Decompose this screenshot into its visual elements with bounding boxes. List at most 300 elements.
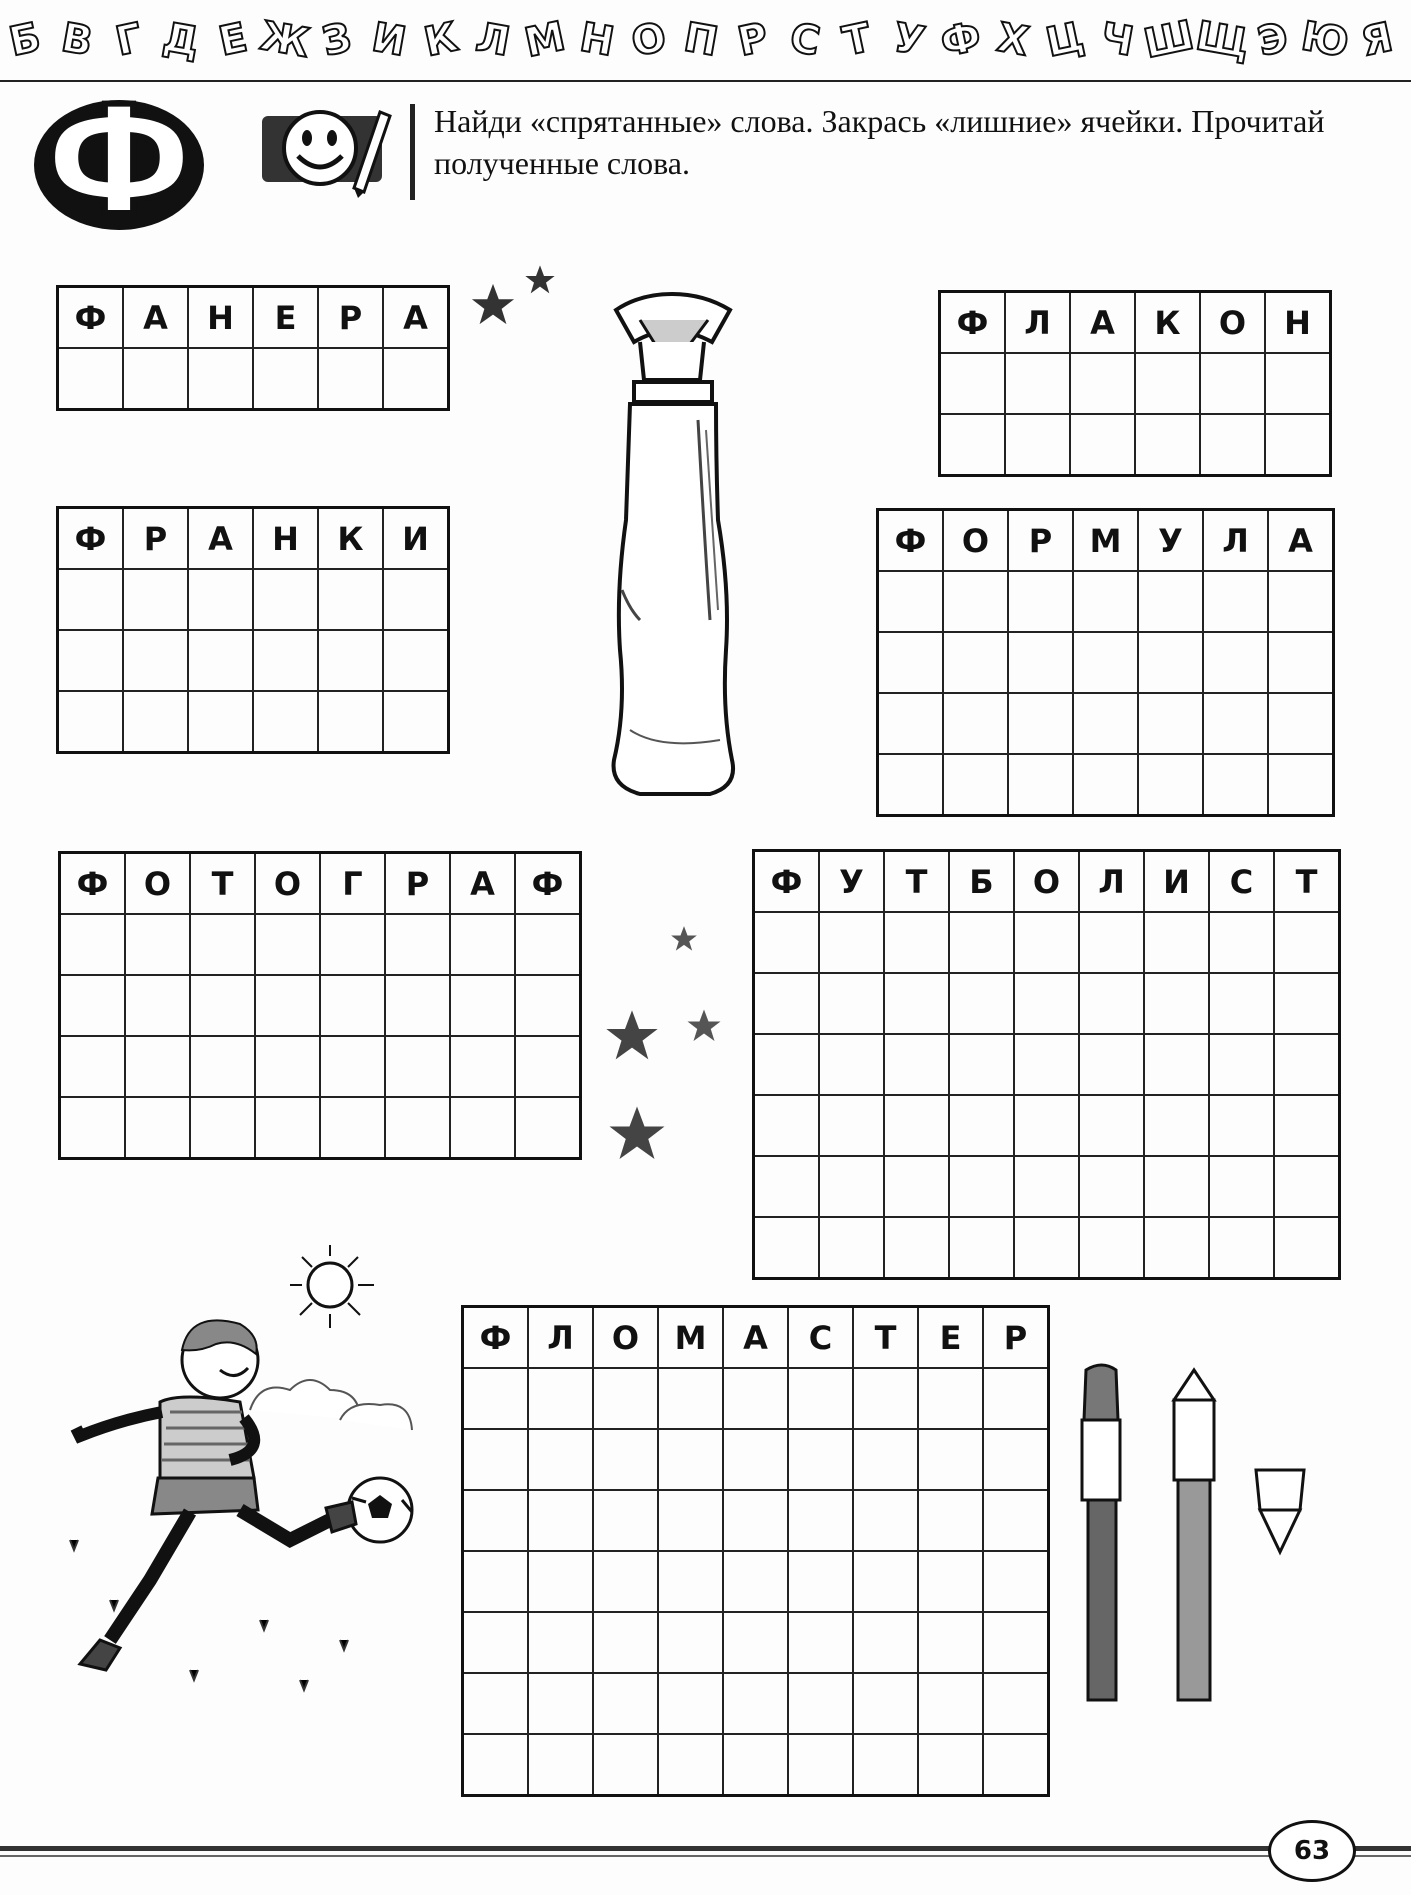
empty-cell[interactable] — [819, 1095, 884, 1156]
empty-cell[interactable] — [515, 975, 581, 1036]
empty-cell[interactable] — [819, 1156, 884, 1217]
empty-cell[interactable] — [983, 1551, 1049, 1612]
empty-cell[interactable] — [754, 1034, 820, 1095]
alphabet-letter: Х — [993, 14, 1033, 66]
empty-cell[interactable] — [188, 348, 253, 410]
empty-cell[interactable] — [123, 630, 188, 691]
empty-cell[interactable] — [754, 912, 820, 973]
empty-cell[interactable] — [593, 1490, 658, 1551]
empty-cell[interactable] — [1014, 1034, 1079, 1095]
instruction-bar — [410, 104, 415, 200]
empty-cell[interactable] — [788, 1673, 853, 1734]
empty-cell[interactable] — [754, 1156, 820, 1217]
empty-cell[interactable] — [1144, 973, 1209, 1034]
alphabet-letter: Б — [5, 14, 45, 66]
alphabet-letter: Р — [733, 14, 773, 66]
empty-cell[interactable] — [878, 693, 944, 754]
word-letter-cell: Т — [190, 853, 255, 915]
empty-cell[interactable] — [58, 691, 124, 753]
word-letter-cell: У — [1138, 510, 1203, 572]
empty-cell[interactable] — [515, 1097, 581, 1159]
big-letter: Ф — [44, 75, 194, 249]
empty-cell[interactable] — [255, 914, 320, 975]
empty-cell[interactable] — [383, 569, 449, 630]
empty-cell[interactable] — [450, 1036, 515, 1097]
empty-cell[interactable] — [943, 754, 1008, 816]
instruction-text: Найди «спрятанные» слова. Закрась «лишние» ячейки. Прочитай полученные слова. — [434, 103, 1325, 181]
word-letter-cell: А — [383, 287, 449, 349]
empty-cell[interactable] — [918, 1673, 983, 1734]
word-letter-cell: Ф — [58, 287, 124, 349]
empty-cell[interactable] — [318, 691, 383, 753]
empty-cell[interactable] — [853, 1551, 918, 1612]
empty-cell[interactable] — [1135, 414, 1200, 476]
empty-cell[interactable] — [1265, 414, 1331, 476]
star-icon — [604, 1008, 660, 1064]
empty-cell[interactable] — [253, 691, 318, 753]
empty-cell[interactable] — [1079, 1217, 1144, 1279]
word-letter-cell: Б — [949, 851, 1014, 913]
empty-cell[interactable] — [188, 691, 253, 753]
alphabet-letter: П — [680, 14, 722, 66]
word-letter-cell: Т — [1274, 851, 1340, 913]
empty-cell[interactable] — [918, 1429, 983, 1490]
empty-cell[interactable] — [983, 1490, 1049, 1551]
word-letter-cell: А — [1070, 292, 1135, 354]
alphabet-letter: Э — [1253, 14, 1293, 66]
empty-cell[interactable] — [943, 693, 1008, 754]
word-letter-cell: О — [593, 1307, 658, 1369]
empty-cell[interactable] — [188, 569, 253, 630]
word-letter-cell: Н — [1265, 292, 1331, 354]
empty-cell[interactable] — [253, 630, 318, 691]
word-letter-cell: Н — [188, 287, 253, 349]
empty-cell[interactable] — [723, 1368, 788, 1429]
word-letter-cell: Ф — [463, 1307, 529, 1369]
empty-cell[interactable] — [943, 632, 1008, 693]
empty-cell[interactable] — [528, 1429, 593, 1490]
word-letter-cell: К — [318, 508, 383, 570]
empty-cell[interactable] — [1008, 754, 1073, 816]
empty-cell[interactable] — [593, 1612, 658, 1673]
smiley-pencil-icon — [262, 98, 392, 200]
empty-cell[interactable] — [58, 569, 124, 630]
empty-cell[interactable] — [1138, 632, 1203, 693]
empty-cell[interactable] — [1138, 571, 1203, 632]
empty-cell[interactable] — [1274, 1095, 1340, 1156]
empty-cell[interactable] — [123, 348, 188, 410]
empty-cell[interactable] — [884, 912, 949, 973]
alphabet-letter: Ф — [936, 13, 986, 67]
empty-cell[interactable] — [1014, 973, 1079, 1034]
empty-cell[interactable] — [60, 1097, 126, 1159]
empty-cell[interactable] — [1138, 693, 1203, 754]
footer-rule — [0, 1846, 1411, 1851]
word-letter-cell: С — [1209, 851, 1274, 913]
big-letter-badge — [34, 75, 204, 249]
empty-cell[interactable] — [1014, 1217, 1079, 1279]
word-letter-cell: Ф — [940, 292, 1006, 354]
empty-cell[interactable] — [383, 630, 449, 691]
empty-cell[interactable] — [1079, 1095, 1144, 1156]
empty-cell[interactable] — [123, 569, 188, 630]
empty-cell[interactable] — [385, 1097, 450, 1159]
empty-cell[interactable] — [1274, 1034, 1340, 1095]
empty-cell[interactable] — [940, 414, 1006, 476]
empty-cell[interactable] — [463, 1429, 529, 1490]
empty-cell[interactable] — [1274, 912, 1340, 973]
empty-cell[interactable] — [528, 1368, 593, 1429]
empty-cell[interactable] — [1079, 912, 1144, 973]
empty-cell[interactable] — [1144, 912, 1209, 973]
empty-cell[interactable] — [1203, 754, 1268, 816]
word-letter-cell: М — [658, 1307, 723, 1369]
alphabet-letter: И — [368, 14, 410, 66]
word-letter-cell: У — [819, 851, 884, 913]
empty-cell[interactable] — [943, 571, 1008, 632]
word-letter-cell: Е — [918, 1307, 983, 1369]
empty-cell[interactable] — [515, 914, 581, 975]
empty-cell[interactable] — [949, 1095, 1014, 1156]
empty-cell[interactable] — [940, 353, 1006, 414]
empty-cell[interactable] — [853, 1734, 918, 1796]
empty-cell[interactable] — [383, 691, 449, 753]
empty-cell[interactable] — [1138, 754, 1203, 816]
empty-cell[interactable] — [1268, 632, 1334, 693]
empty-cell[interactable] — [1200, 414, 1265, 476]
empty-cell[interactable] — [1200, 353, 1265, 414]
alphabet-letter: К — [420, 14, 462, 66]
empty-cell[interactable] — [593, 1429, 658, 1490]
empty-cell[interactable] — [1268, 693, 1334, 754]
empty-cell[interactable] — [385, 1036, 450, 1097]
word-grid-flakon — [938, 290, 1332, 477]
alphabet-letter: Н — [576, 14, 618, 66]
empty-cell[interactable] — [125, 1036, 190, 1097]
empty-cell[interactable] — [253, 569, 318, 630]
star-icon — [524, 264, 556, 296]
empty-cell[interactable] — [190, 1097, 255, 1159]
empty-cell[interactable] — [1144, 1217, 1209, 1279]
empty-cell[interactable] — [1268, 571, 1334, 632]
empty-cell[interactable] — [1079, 973, 1144, 1034]
empty-cell[interactable] — [320, 914, 385, 975]
empty-cell[interactable] — [853, 1612, 918, 1673]
empty-cell[interactable] — [1079, 1034, 1144, 1095]
empty-cell[interactable] — [658, 1734, 723, 1796]
word-letter-cell: Т — [853, 1307, 918, 1369]
empty-cell[interactable] — [593, 1551, 658, 1612]
empty-cell[interactable] — [1073, 571, 1138, 632]
empty-cell[interactable] — [125, 914, 190, 975]
empty-cell[interactable] — [853, 1368, 918, 1429]
empty-cell[interactable] — [463, 1490, 529, 1551]
star-icon — [470, 282, 516, 328]
empty-cell[interactable] — [949, 973, 1014, 1034]
empty-cell[interactable] — [253, 348, 318, 410]
word-letter-cell: К — [1135, 292, 1200, 354]
empty-cell[interactable] — [320, 975, 385, 1036]
empty-cell[interactable] — [320, 1097, 385, 1159]
empty-cell[interactable] — [788, 1368, 853, 1429]
word-letter-cell: Н — [253, 508, 318, 570]
empty-cell[interactable] — [58, 348, 124, 410]
star-icon — [607, 1104, 667, 1164]
empty-cell[interactable] — [1073, 693, 1138, 754]
alphabet-letter: Т — [838, 14, 876, 66]
empty-cell[interactable] — [318, 630, 383, 691]
empty-cell[interactable] — [723, 1429, 788, 1490]
empty-cell[interactable] — [723, 1734, 788, 1796]
empty-cell[interactable] — [255, 1097, 320, 1159]
empty-cell[interactable] — [1144, 1034, 1209, 1095]
empty-cell[interactable] — [190, 1036, 255, 1097]
empty-cell[interactable] — [658, 1673, 723, 1734]
empty-cell[interactable] — [754, 1217, 820, 1279]
word-letter-cell: Р — [318, 287, 383, 349]
empty-cell[interactable] — [463, 1551, 529, 1612]
empty-cell[interactable] — [1014, 1095, 1079, 1156]
empty-cell[interactable] — [1209, 973, 1274, 1034]
word-letter-cell: Р — [1008, 510, 1073, 572]
empty-cell[interactable] — [884, 973, 949, 1034]
empty-cell[interactable] — [255, 975, 320, 1036]
empty-cell[interactable] — [658, 1551, 723, 1612]
empty-cell[interactable] — [1144, 1156, 1209, 1217]
empty-cell[interactable] — [385, 975, 450, 1036]
empty-cell[interactable] — [983, 1673, 1049, 1734]
empty-cell[interactable] — [754, 973, 820, 1034]
empty-cell[interactable] — [385, 914, 450, 975]
empty-cell[interactable] — [918, 1490, 983, 1551]
word-letter-cell: Л — [1079, 851, 1144, 913]
alphabet-letter: Ю — [1297, 13, 1353, 67]
word-grid-fotograf — [58, 851, 582, 1160]
word-letter-cell: Ф — [58, 508, 124, 570]
empty-cell[interactable] — [853, 1673, 918, 1734]
empty-cell[interactable] — [255, 1036, 320, 1097]
empty-cell[interactable] — [58, 630, 124, 691]
empty-cell[interactable] — [463, 1734, 529, 1796]
empty-cell[interactable] — [528, 1612, 593, 1673]
empty-cell[interactable] — [123, 691, 188, 753]
empty-cell[interactable] — [528, 1551, 593, 1612]
empty-cell[interactable] — [1014, 1156, 1079, 1217]
empty-cell[interactable] — [593, 1734, 658, 1796]
empty-cell[interactable] — [1005, 414, 1070, 476]
word-letter-cell: О — [255, 853, 320, 915]
empty-cell[interactable] — [463, 1673, 529, 1734]
empty-cell[interactable] — [878, 632, 944, 693]
empty-cell[interactable] — [788, 1551, 853, 1612]
word-letter-cell: А — [123, 287, 188, 349]
empty-cell[interactable] — [918, 1368, 983, 1429]
empty-cell[interactable] — [658, 1612, 723, 1673]
empty-cell[interactable] — [1070, 414, 1135, 476]
empty-cell[interactable] — [463, 1368, 529, 1429]
empty-cell[interactable] — [918, 1551, 983, 1612]
empty-cell[interactable] — [884, 1034, 949, 1095]
empty-cell[interactable] — [1135, 353, 1200, 414]
empty-cell[interactable] — [593, 1368, 658, 1429]
alphabet-letter: С — [786, 14, 824, 66]
empty-cell[interactable] — [1268, 754, 1334, 816]
empty-cell[interactable] — [528, 1673, 593, 1734]
word-letter-cell: Ф — [515, 853, 581, 915]
footer-rule-thin — [0, 1855, 1411, 1857]
empty-cell[interactable] — [788, 1612, 853, 1673]
empty-cell[interactable] — [983, 1368, 1049, 1429]
soccer-boy-illustration — [40, 1240, 430, 1720]
empty-cell[interactable] — [983, 1734, 1049, 1796]
empty-cell[interactable] — [463, 1612, 529, 1673]
word-letter-cell: Л — [528, 1307, 593, 1369]
empty-cell[interactable] — [853, 1429, 918, 1490]
empty-cell[interactable] — [1209, 1034, 1274, 1095]
empty-cell[interactable] — [884, 1156, 949, 1217]
star-icon — [670, 925, 698, 953]
empty-cell[interactable] — [949, 1156, 1014, 1217]
empty-cell[interactable] — [754, 1095, 820, 1156]
empty-cell[interactable] — [878, 754, 944, 816]
empty-cell[interactable] — [788, 1429, 853, 1490]
empty-cell[interactable] — [983, 1612, 1049, 1673]
alphabet-letter: О — [627, 13, 671, 67]
empty-cell[interactable] — [1265, 353, 1331, 414]
alphabet-letter: Г — [111, 14, 147, 66]
alphabet-letter: Щ — [1192, 13, 1253, 68]
alphabet-letter: У — [889, 14, 929, 66]
word-letter-cell: О — [943, 510, 1008, 572]
empty-cell[interactable] — [190, 975, 255, 1036]
empty-cell[interactable] — [918, 1612, 983, 1673]
empty-cell[interactable] — [1274, 1217, 1340, 1279]
empty-cell[interactable] — [723, 1612, 788, 1673]
empty-cell[interactable] — [949, 1034, 1014, 1095]
alphabet-letter: Ж — [256, 13, 314, 67]
empty-cell[interactable] — [60, 1036, 126, 1097]
empty-cell[interactable] — [1274, 973, 1340, 1034]
empty-cell[interactable] — [190, 914, 255, 975]
word-letter-cell: Т — [884, 851, 949, 913]
empty-cell[interactable] — [1209, 1095, 1274, 1156]
empty-cell[interactable] — [658, 1368, 723, 1429]
word-grid-futbolist — [752, 849, 1341, 1280]
empty-cell[interactable] — [1209, 1156, 1274, 1217]
empty-cell[interactable] — [1073, 754, 1138, 816]
empty-cell[interactable] — [1008, 693, 1073, 754]
empty-cell[interactable] — [884, 1095, 949, 1156]
word-letter-cell: Р — [123, 508, 188, 570]
empty-cell[interactable] — [1014, 912, 1079, 973]
empty-cell[interactable] — [658, 1490, 723, 1551]
page-number: 63 — [1268, 1820, 1356, 1882]
empty-cell[interactable] — [819, 1034, 884, 1095]
empty-cell[interactable] — [383, 348, 449, 410]
word-letter-cell: А — [188, 508, 253, 570]
empty-cell[interactable] — [318, 348, 383, 410]
word-letter-cell: И — [383, 508, 449, 570]
word-letter-cell: М — [1073, 510, 1138, 572]
empty-cell[interactable] — [1144, 1095, 1209, 1156]
empty-cell[interactable] — [949, 1217, 1014, 1279]
word-letter-cell: О — [125, 853, 190, 915]
word-letter-cell: Ф — [754, 851, 820, 913]
empty-cell[interactable] — [788, 1490, 853, 1551]
word-letter-cell: Ф — [878, 510, 944, 572]
empty-cell[interactable] — [983, 1429, 1049, 1490]
empty-cell[interactable] — [1203, 571, 1268, 632]
empty-cell[interactable] — [528, 1490, 593, 1551]
word-letter-cell: И — [1144, 851, 1209, 913]
word-letter-cell: Г — [320, 853, 385, 915]
empty-cell[interactable] — [1005, 353, 1070, 414]
word-grid-flomaster — [461, 1305, 1050, 1797]
alphabet-letter: Ц — [1042, 13, 1088, 67]
empty-cell[interactable] — [788, 1734, 853, 1796]
empty-cell[interactable] — [515, 1036, 581, 1097]
word-letter-cell: А — [450, 853, 515, 915]
empty-cell[interactable] — [1209, 912, 1274, 973]
empty-cell[interactable] — [1209, 1217, 1274, 1279]
empty-cell[interactable] — [528, 1734, 593, 1796]
empty-cell[interactable] — [60, 975, 126, 1036]
empty-cell[interactable] — [320, 1036, 385, 1097]
empty-cell[interactable] — [1073, 632, 1138, 693]
empty-cell[interactable] — [658, 1429, 723, 1490]
empty-cell[interactable] — [819, 1217, 884, 1279]
word-grid-franki — [56, 506, 450, 754]
word-grid-formula — [876, 508, 1335, 817]
empty-cell[interactable] — [884, 1217, 949, 1279]
alphabet-strip — [0, 0, 1411, 82]
empty-cell[interactable] — [918, 1734, 983, 1796]
empty-cell[interactable] — [853, 1490, 918, 1551]
empty-cell[interactable] — [819, 912, 884, 973]
empty-cell[interactable] — [1070, 353, 1135, 414]
alphabet-letter: Д — [159, 14, 203, 66]
empty-cell[interactable] — [1008, 571, 1073, 632]
empty-cell[interactable] — [878, 571, 944, 632]
empty-cell[interactable] — [1274, 1156, 1340, 1217]
alphabet-letter: М — [520, 13, 570, 67]
empty-cell[interactable] — [125, 1097, 190, 1159]
empty-cell[interactable] — [949, 912, 1014, 973]
empty-cell[interactable] — [723, 1551, 788, 1612]
empty-cell[interactable] — [1008, 632, 1073, 693]
empty-cell[interactable] — [593, 1673, 658, 1734]
word-letter-cell: Л — [1203, 510, 1268, 572]
word-letter-cell: О — [1014, 851, 1079, 913]
empty-cell[interactable] — [723, 1673, 788, 1734]
word-letter-cell: Ф — [60, 853, 126, 915]
empty-cell[interactable] — [60, 914, 126, 975]
alphabet-letter: Ш — [1140, 12, 1198, 68]
empty-cell[interactable] — [450, 1097, 515, 1159]
empty-cell[interactable] — [125, 975, 190, 1036]
empty-cell[interactable] — [450, 975, 515, 1036]
empty-cell[interactable] — [1079, 1156, 1144, 1217]
word-letter-cell: Р — [983, 1307, 1049, 1369]
empty-cell[interactable] — [318, 569, 383, 630]
empty-cell[interactable] — [1203, 632, 1268, 693]
empty-cell[interactable] — [723, 1490, 788, 1551]
empty-cell[interactable] — [819, 973, 884, 1034]
empty-cell[interactable] — [1203, 693, 1268, 754]
empty-cell[interactable] — [188, 630, 253, 691]
empty-cell[interactable] — [450, 914, 515, 975]
perfume-bottle-illustration — [600, 290, 750, 800]
